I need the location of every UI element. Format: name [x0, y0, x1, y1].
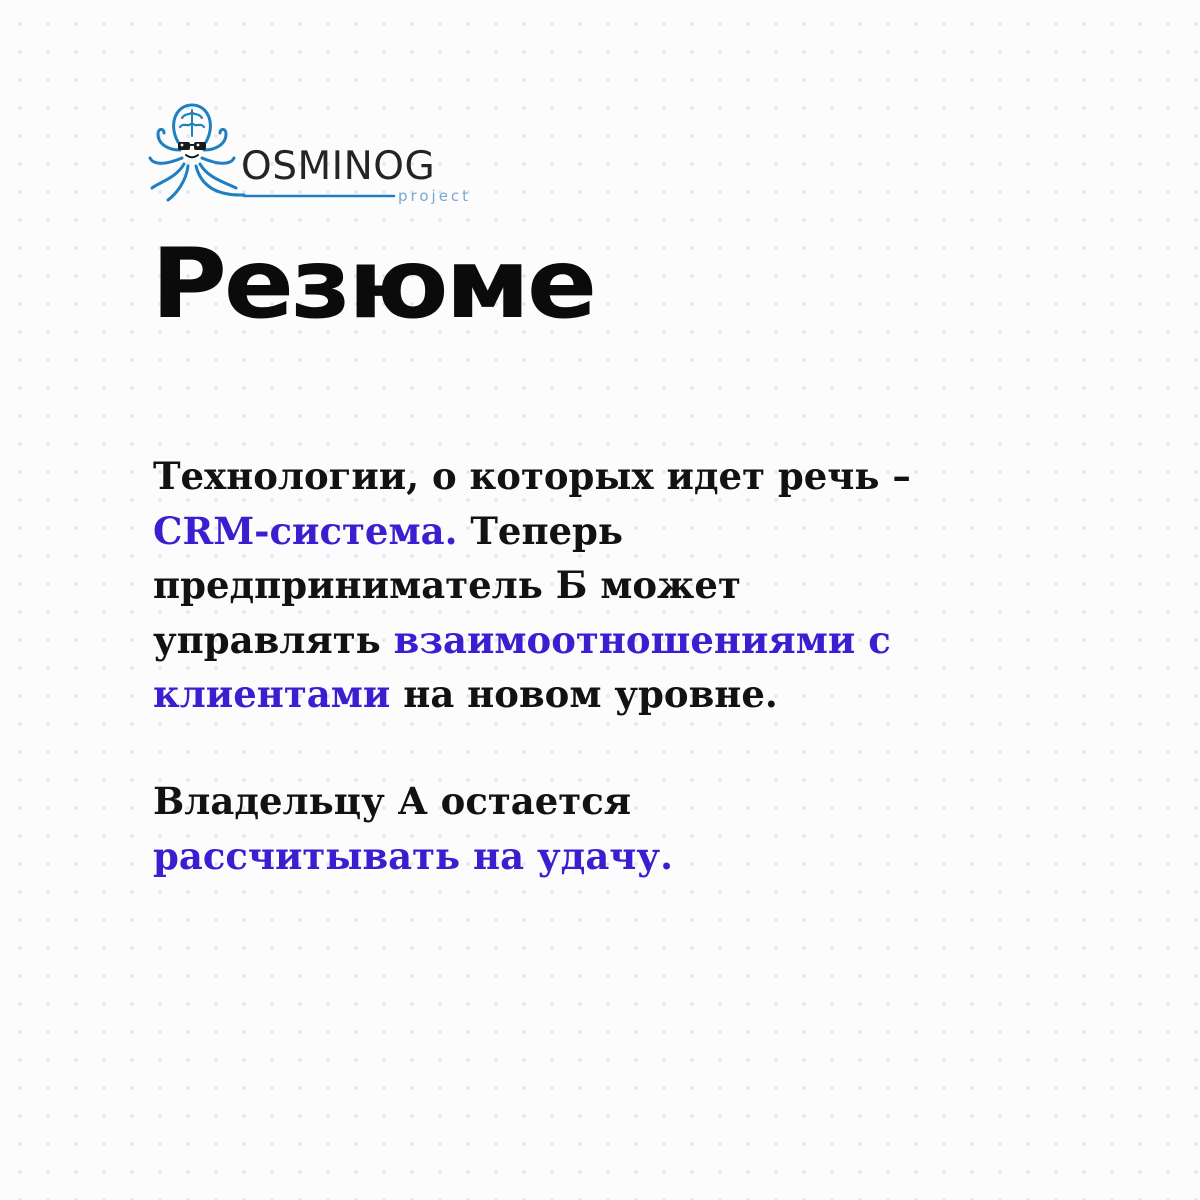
logo-wordmark: OSMINOG: [241, 144, 436, 189]
paragraph-line: предприниматель Б может: [153, 563, 741, 607]
paragraph-line: Технологии, о которых идет речь –: [153, 454, 911, 498]
logo-subtitle: project: [398, 187, 472, 205]
osminog-logo: [146, 100, 476, 210]
paragraph-line: Владельцу А остается: [153, 779, 632, 823]
highlight-crm: CRM-система.: [153, 508, 458, 553]
paragraph-text: Теперь: [457, 508, 624, 553]
paragraph-text: на новом уровне.: [390, 672, 778, 716]
paragraph-line: [153, 613, 1143, 668]
paragraph-line: [153, 667, 1143, 722]
highlight-clients: клиентами: [153, 672, 391, 716]
page-title: Резюме: [151, 228, 594, 340]
paragraph-line: [153, 504, 1143, 559]
highlight-luck: рассчитывать на удачу.: [153, 833, 673, 878]
paragraph-text: управлять: [153, 617, 394, 662]
highlight-relations: взаимоотношениями с: [393, 617, 891, 662]
conclusion-paragraph: [153, 774, 1143, 883]
summary-paragraph: [153, 449, 1143, 722]
